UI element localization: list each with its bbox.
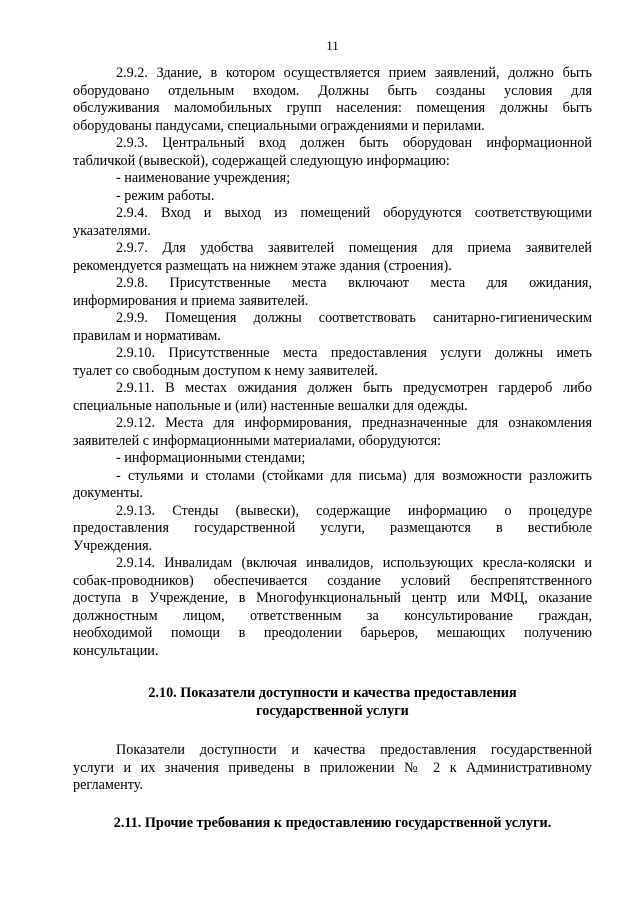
paragraph-line: 2.9.10. Присутственные места предоставления услуги должны иметь <box>116 345 592 361</box>
list-item: - информационными стендами; <box>116 450 306 466</box>
paragraph-line: указателями. <box>73 222 151 239</box>
paragraph-line: доступа в Учреждение, в Многофункциональный центр или МФЦ, оказание <box>73 590 592 606</box>
list-item-continuation: документы. <box>73 485 144 501</box>
paragraph-2-9-10 <box>73 345 592 380</box>
paragraph-line: информирования и приема заявителей. <box>73 292 309 309</box>
paragraph-line: правилам и нормативам. <box>73 327 221 344</box>
list-item: - наименование учреждения; <box>116 170 291 186</box>
heading-line: 2.11. Прочие требования к предоставлению государственной услуги. <box>113 814 552 831</box>
paragraph-2-9-12 <box>73 415 592 450</box>
paragraph-2-9-2 <box>73 65 592 135</box>
paragraph-line: должностным лицом, ответственным за консультирование граждан, <box>73 607 592 624</box>
paragraph-line: необходимой помощи в преодолении барьеров, мешающих получению <box>73 625 592 641</box>
paragraph-line: оборудованы пандусами, специальными ограждениями и перилами. <box>73 117 485 134</box>
page-number: 11 <box>326 38 339 53</box>
paragraph-line: 2.9.7. Для удобства заявителей помещения для приема заявителей <box>116 240 592 256</box>
list-item: - режим работы. <box>116 187 215 204</box>
section-2-10-body <box>73 742 592 795</box>
paragraph-2-9-4 <box>73 205 592 240</box>
paragraph-line: табличкой (вывеской), содержащей следующую информацию: <box>73 152 450 169</box>
paragraph-2-9-9 <box>73 310 592 345</box>
paragraph-line: 2.9.12. Места для информирования, предназначенные для ознакомления <box>116 415 592 431</box>
list-item: - стульями и столами (стойками для письма) для возможности разложить <box>116 467 592 484</box>
paragraph-line: 2.9.8. Присутственные места включают места для ожидания, <box>116 275 592 291</box>
heading-line: 2.10. Показатели доступности и качества предоставления <box>148 685 517 701</box>
paragraph-line: 2.9.9. Помещения должны соответствовать санитарно-гигиеническим <box>116 310 592 326</box>
list-2-9-12 <box>73 450 592 503</box>
paragraph-line: 2.9.14. Инвалидам (включая инвалидов, использующих кресла-коляски и <box>116 555 592 571</box>
paragraph-line: 2.9.11. В местах ожидания должен быть предусмотрен гардероб либо <box>116 380 592 396</box>
spacer <box>73 795 592 815</box>
paragraph-line: обслуживания маломобильных групп населения: помещения должны быть <box>73 100 592 116</box>
paragraph-line: 2.9.4. Вход и выход из помещений оборудуются соответствующими <box>116 205 592 221</box>
paragraph-line: собак-проводников) обеспечивается создание условий беспрепятственного <box>73 572 592 589</box>
paragraph-line: 2.9.3. Центральный вход должен быть оборудован информационной <box>116 135 592 151</box>
paragraph-line: 2.9.13. Стенды (вывески), содержащие информацию о процедуре <box>116 502 592 519</box>
paragraph-line: специальные напольные и (или) настенные вешалки для одежды. <box>73 397 468 414</box>
paragraph-2-9-7 <box>73 240 592 275</box>
paragraph-line: 2.9.2. Здание, в котором осуществляется прием заявлений, должно быть <box>116 65 592 81</box>
heading-line: государственной услуги <box>256 702 409 719</box>
paragraph-2-9-11 <box>73 380 592 415</box>
paragraph-2-9-13 <box>73 503 592 556</box>
paragraph-line: предоставления государственной услуги, размещаются в вестибюле <box>73 520 592 536</box>
spacer <box>73 720 592 742</box>
spacer <box>73 660 592 685</box>
list-2-9-3 <box>73 170 592 205</box>
paragraph-line: услуги и их значения приведены в приложении № 2 к Административному <box>73 759 592 776</box>
paragraph-2-9-3 <box>73 135 592 170</box>
paragraph-line: рекомендуется размещать на нижнем этаже здания (строения). <box>73 257 452 274</box>
paragraph-line: заявителей с информационными материалами, оборудуются: <box>73 432 442 449</box>
paragraph-line: туалет со свободным доступом к нему заявителей. <box>73 362 378 379</box>
paragraph-line: регламенту. <box>73 777 143 793</box>
paragraph-line: оборудовано отдельным входом. Должны быть созданы условия для <box>73 82 592 99</box>
paragraph-2-9-8 <box>73 275 592 310</box>
paragraph-line: Показатели доступности и качества предоставления государственной <box>116 742 592 758</box>
paragraph-line: консультации. <box>73 642 159 659</box>
section-2-11-heading <box>73 815 592 833</box>
section-2-10-heading <box>73 685 592 720</box>
paragraph-2-9-14 <box>73 555 592 660</box>
paragraph-line: Учреждения. <box>73 537 153 554</box>
